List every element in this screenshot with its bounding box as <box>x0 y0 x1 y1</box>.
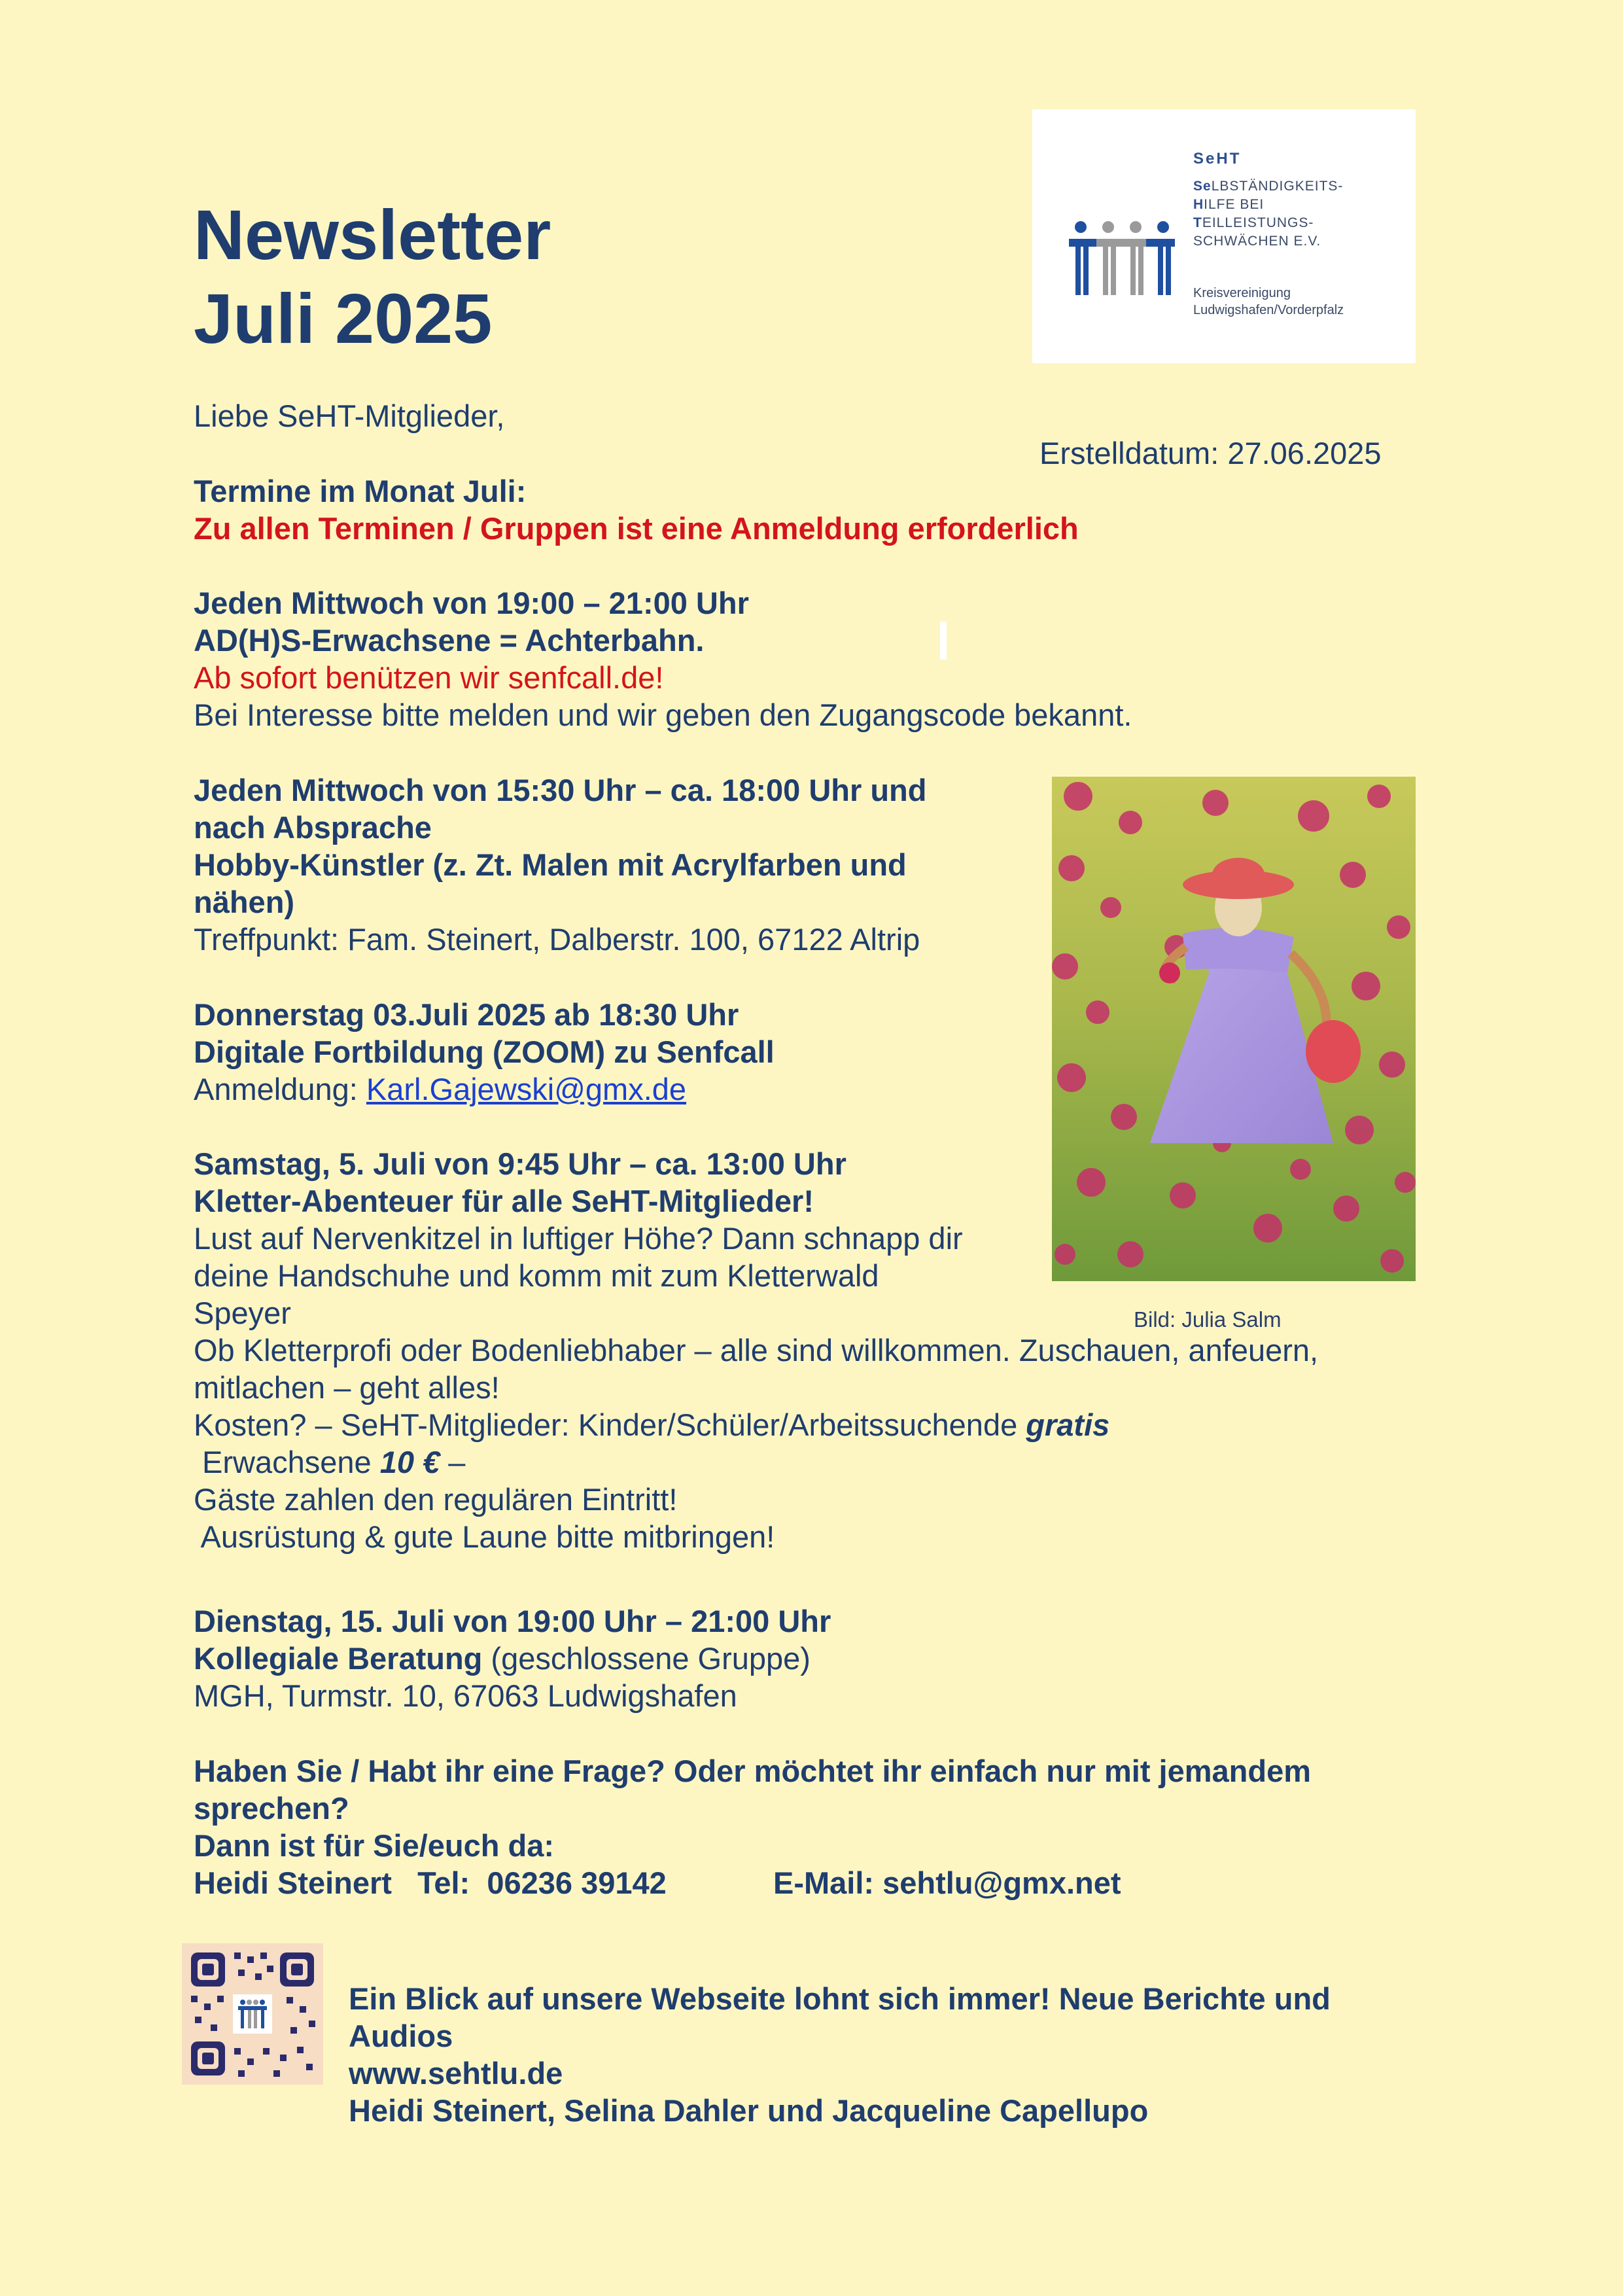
event2-group-2: nähen) <box>194 885 295 919</box>
dates-heading: Termine im Monat Juli: <box>194 474 527 508</box>
footer-line1: Ein Blick auf unsere Webseite lohnt sich immer! Neue Berichte und <box>349 1981 1331 2016</box>
logo-line: SeLBSTÄNDIGKEITS- <box>1193 179 1344 194</box>
logo-line: SCHWÄCHEN E.V. <box>1193 234 1321 249</box>
event2-place: Treffpunkt: Fam. Steinert, Dalberstr. 100, 67122 Altrip <box>194 922 920 957</box>
event4-adult: Erwachsene 10 € – <box>194 1445 466 1479</box>
event4-title: Kletter-Abenteuer für alle SeHT-Mitglieder! <box>194 1184 814 1218</box>
logo-lines <box>1193 177 1343 251</box>
event4-guests: Gäste zahlen den regulären Eintritt! <box>194 1482 678 1517</box>
logo-name: SeHT <box>1193 150 1242 168</box>
logo-subtitle: Kreisvereinigung Ludwigshafen/Vorderpfalz <box>1193 286 1344 317</box>
event3-register: Anmeldung: Karl.Gajewski@gmx.de <box>194 1072 687 1106</box>
event4-when: Samstag, 5. Juli von 9:45 Uhr – ca. 13:00 Uhr <box>194 1146 846 1181</box>
event4-line2: deine Handschuhe und komm mit zum Kletterwald <box>194 1258 879 1293</box>
event4-equipment: Ausrüstung & gute Laune bitte mitbringen! <box>194 1519 775 1554</box>
contact-question-2: sprechen? <box>194 1791 349 1826</box>
event1-notice: Ab sofort benützen wir senfcall.de! <box>194 660 664 695</box>
contact-intro: Dann ist für Sie/euch da: <box>194 1828 555 1863</box>
contact-person: Heidi Steinert Tel: 06236 39142 <box>194 1865 667 1900</box>
greeting: Liebe SeHT-Mitglieder, <box>194 398 505 433</box>
logo-line: HILFE BEI <box>1193 197 1265 212</box>
people-logo-icon <box>1066 219 1178 298</box>
event4-line5: mitlachen – geht alles! <box>194 1370 500 1405</box>
newsletter-title <box>194 193 551 361</box>
event4-line3: Speyer <box>194 1296 291 1330</box>
event1-when: Jeden Mittwoch von 19:00 – 21:00 Uhr <box>194 586 749 620</box>
painting-caption: Bild: Julia Salm <box>1134 1307 1282 1332</box>
event4-line4: Ob Kletterprofi oder Bodenliebhaber – alle sind willkommen. Zuschauen, anfeuern, <box>194 1333 1319 1368</box>
text-cursor-mark <box>940 622 947 660</box>
footer-line2: Audios <box>349 2019 453 2053</box>
title-line-1: Newsletter <box>194 195 551 274</box>
event5-place: MGH, Turmstr. 10, 67063 Ludwigshafen <box>194 1678 737 1713</box>
seht-logo <box>1032 109 1416 363</box>
contact-email[interactable]: E-Mail: sehtlu@gmx.net <box>773 1865 1121 1900</box>
event5-title-line: Kollegiale Beratung (geschlossene Gruppe) <box>194 1641 811 1676</box>
logo-line: TEILLEISTUNGS- <box>1193 215 1314 230</box>
title-line-2: Juli 2025 <box>194 279 493 358</box>
event2-when-2: nach Absprache <box>194 810 432 845</box>
event1-group: AD(H)S-Erwachsene = Achterbahn. <box>194 623 705 658</box>
event4-cost: Kosten? – SeHT-Mitglieder: Kinder/Schüler/Arbeitssuchende gratis <box>194 1407 1110 1442</box>
footer-website[interactable]: www.sehtlu.de <box>349 2056 563 2091</box>
event3-when: Donnerstag 03.Juli 2025 ab 18:30 Uhr <box>194 997 739 1032</box>
footer-authors: Heidi Steinert, Selina Dahler und Jacqueline Capellupo <box>349 2093 1149 2128</box>
event2-when-1: Jeden Mittwoch von 15:30 Uhr – ca. 18:00 Uhr und <box>194 773 927 807</box>
event2-group-1: Hobby-Künstler (z. Zt. Malen mit Acrylfarben und <box>194 847 907 882</box>
event1-info: Bei Interesse bitte melden und wir geben den Zugangscode bekannt. <box>194 698 1132 732</box>
email-link-karl[interactable]: Karl.Gajewski@gmx.de <box>366 1072 687 1106</box>
registration-notice: Zu allen Terminen / Gruppen ist eine Anmeldung erforderlich <box>194 511 1079 546</box>
qr-code-icon <box>182 1943 323 2085</box>
creation-date: Erstelldatum: 27.06.2025 <box>1039 436 1382 470</box>
contact-question-1: Haben Sie / Habt ihr eine Frage? Oder möchtet ihr einfach nur mit jemandem <box>194 1754 1312 1788</box>
event3-title: Digitale Fortbildung (ZOOM) zu Senfcall <box>194 1034 775 1069</box>
event4-line1: Lust auf Nervenkitzel in luftiger Höhe? Dann schnapp dir <box>194 1221 963 1256</box>
qr-code[interactable] <box>182 1943 323 2085</box>
event5-when: Dienstag, 15. Juli von 19:00 Uhr – 21:00 Uhr <box>194 1604 831 1638</box>
painting-image <box>1052 777 1416 1281</box>
